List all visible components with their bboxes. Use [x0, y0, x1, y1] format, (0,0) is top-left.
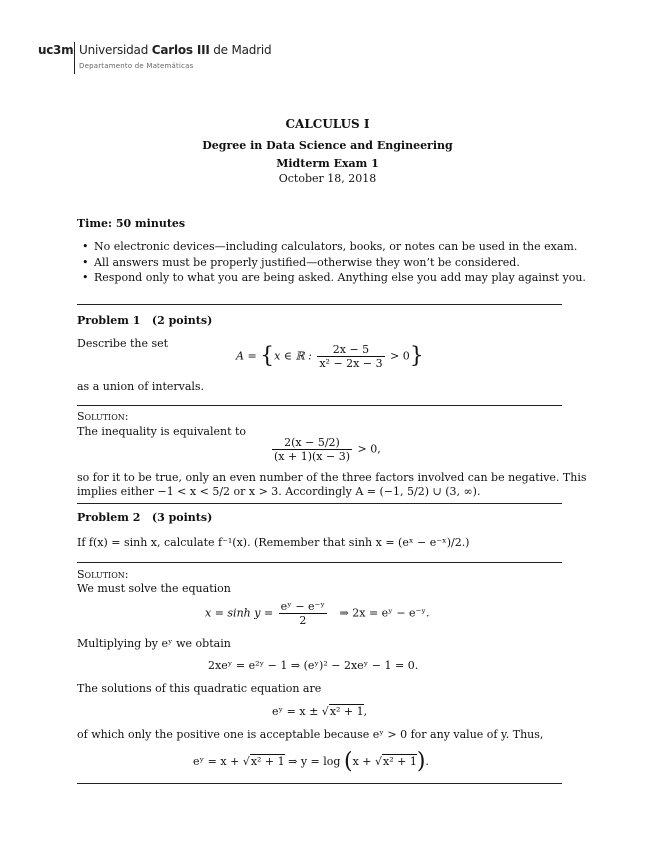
university-bold: Carlos III [151, 43, 210, 57]
time-limit: Time: 50 minutes [77, 217, 186, 230]
university-suffix: de Madrid [209, 43, 272, 57]
problem2-points: (3 points) [151, 511, 213, 524]
problem2-equation-3 [272, 705, 367, 718]
eq4-end: . [425, 755, 429, 768]
paren-open: ( [343, 749, 353, 774]
problem1-solution-line: implies either −1 < x < 5/2 or x > 3. Accordingly A = (−1, 5/2) ∪ (3, ∞). [77, 485, 481, 498]
problem2-equation-2: 2xeʸ = e²ʸ − 1 ⇒ (eʸ)² − 2xeʸ − 1 = 0. [208, 659, 419, 672]
department-name: Departamento de Matemáticas [79, 62, 194, 70]
problem2-solution-line: Multiplying by eʸ we obtain [77, 637, 231, 650]
problem1-points: (2 points) [151, 314, 213, 327]
problem1-solution-label: Solution: [77, 410, 129, 423]
divider [77, 562, 562, 563]
instruction-item: • Respond only to what you are being asked. Anything else you add may play against you. [77, 271, 586, 287]
course-title: CALCULUS I [285, 117, 370, 131]
problem2-solution-line: of which only the positive one is acceptable because eʸ > 0 for any value of y. Thus, [77, 728, 544, 741]
divider [77, 783, 562, 784]
problem1-heading [77, 314, 212, 327]
fraction-denominator: (x + 1)(x − 3) [274, 450, 350, 463]
problem1-solution-line: so for it to be true, only an even number of the three factors involved can be negative. This [77, 471, 587, 484]
problem2-equation-1 [205, 600, 430, 627]
eq3-end: , [363, 705, 368, 718]
problem2-solution-line: We must solve the equation [77, 582, 231, 595]
problem1-set-equation [236, 343, 424, 370]
eq3-lhs: eʸ = x ± √ [272, 705, 329, 718]
eq4-inner: x + √ [352, 755, 382, 768]
inequality-rhs: > 0, [354, 442, 381, 456]
paren-close: ) [416, 749, 426, 774]
set-fraction [317, 343, 384, 370]
problem2-heading [77, 511, 212, 524]
university-name [79, 43, 271, 57]
eq4-lhs: eʸ = x + √ [193, 755, 250, 768]
problem1-label: Problem 1 [77, 314, 141, 327]
set-lhs: A = [236, 349, 261, 363]
eq3-radicand: x² + 1 [329, 705, 364, 718]
eq4-inner-radicand: x² + 1 [383, 755, 417, 768]
eq4-radicand: x² + 1 [250, 755, 285, 768]
university-prefix: Universidad [79, 43, 152, 57]
problem1-solution-inequality [270, 436, 381, 463]
divider [77, 405, 562, 406]
inequality-fraction [272, 436, 352, 463]
problem1-intro: Describe the set [77, 337, 169, 350]
brace-open: { [260, 343, 275, 369]
fraction-denominator: x² − 2x − 3 [319, 357, 383, 370]
problem1-outro: as a union of intervals. [77, 380, 205, 393]
fraction-numerator: 2(x − 5/2) [272, 436, 352, 450]
degree-title: Degree in Data Science and Engineering [202, 139, 453, 152]
problem2-statement: If f(x) = sinh x, calculate f⁻¹(x). (Remember that sinh x = (eˣ − e⁻ˣ)/2.) [77, 536, 470, 549]
problem2-label: Problem 2 [77, 511, 141, 524]
eq1-rhs: ⇒ 2x = eʸ − e⁻ʸ. [339, 606, 430, 620]
eq1-fraction [279, 600, 327, 627]
exam-date: October 18, 2018 [278, 172, 377, 185]
instruction-item: • No electronic devices—including calculators, books, or notes can be used in the exam. [77, 240, 586, 256]
logo-divider [74, 42, 75, 74]
instructions-list [77, 240, 586, 287]
set-condition: x ∈ ℝ : [274, 349, 316, 363]
fraction-numerator: eʸ − e⁻ʸ [280, 600, 326, 613]
divider [77, 304, 562, 305]
problem1-solution-line: The inequality is equivalent to [77, 425, 247, 438]
problem2-equation-4 [193, 749, 429, 774]
eq4-mid: ⇒ y = log [284, 755, 344, 768]
problem2-solution-label: Solution: [77, 568, 129, 581]
instruction-item: • All answers must be properly justified—otherwise they won’t be considered. [77, 256, 586, 272]
uc3m-logo [38, 43, 73, 57]
brace-close: } [409, 343, 424, 369]
logo-mark: uc3m [38, 43, 74, 57]
eq1-lhs: x = sinh y = [205, 606, 277, 620]
divider [77, 503, 562, 504]
problem2-solution-line: The solutions of this quadratic equation are [77, 682, 322, 695]
exam-title: Midterm Exam 1 [276, 157, 379, 170]
fraction-numerator: 2x − 5 [317, 343, 384, 357]
fraction-denominator: 2 [299, 614, 307, 627]
set-rhs: > 0 [386, 349, 410, 363]
